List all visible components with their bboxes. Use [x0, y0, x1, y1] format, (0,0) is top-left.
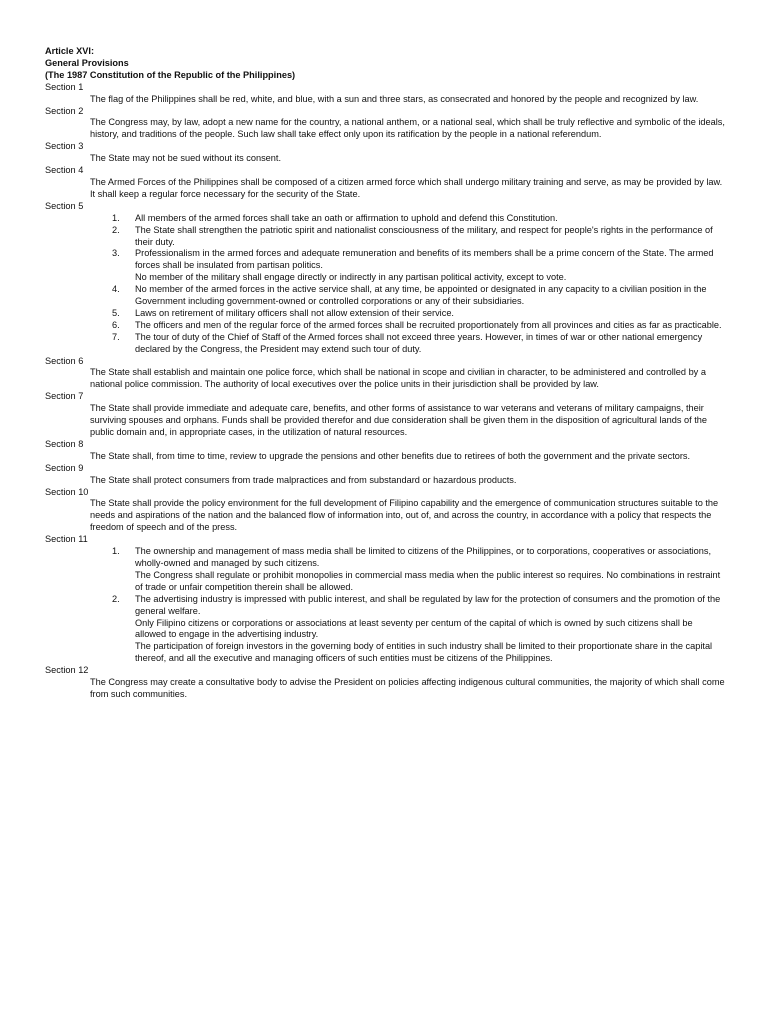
item-number: 1.: [112, 546, 120, 557]
item-text: All members of the armed forces shall take an oath or affirmation to uphold and defend this Constitution.: [135, 212, 558, 223]
item-text: The ownership and management of mass media shall be limited to citizens of the Philippines, or to corporations, cooperatives or associations, wholly-owned and managed by such citizens.: [135, 546, 712, 568]
list-item: [90, 213, 725, 225]
item-number: 1.: [112, 212, 120, 223]
item-text: No member of the armed forces in the active service shall, at any time, be appointed or designated in any capacity to a civilian position in the Government including government-owned or controlled corporations or any of their subsidiaries.: [135, 284, 707, 307]
numbered-list: [45, 213, 725, 356]
section-text: The State shall, from time to time, review to upgrade the pensions and other benefits due to retirees of both the government and the private sectors.: [90, 450, 691, 461]
document-page: [45, 46, 725, 701]
item-text: No member of the military shall engage directly or indirectly in any partisan political activity, except to vote.: [135, 272, 567, 283]
item-text: The participation of foreign investors in the governing body of entities in such industry shall be limited to their proportionate share in the capital thereof, and all the executive and managing officers of such entities must be citizens of the Philippines.: [135, 641, 713, 664]
item-text: The advertising industry is impressed with public interest, and shall be regulated by law for the protection of consumers and the promotion of the general welfare.: [135, 593, 721, 616]
item-number: 7.: [112, 331, 120, 342]
section-text: The State shall provide the policy environment for the full development of Filipino capability and the emergence of communication structures suitable to the needs and aspirations of the nation and the balanced flow of information into, out of, and across the country, in accordance with a policy that respects the freedom of speech and of the press.: [90, 498, 719, 533]
item-text: The tour of duty of the Chief of Staff of the Armed forces shall not exceed three years. However, in times of war or other national emergency declared by the Congress, the President may extend such tour of duty.: [135, 331, 703, 354]
section-heading: Section 12: [45, 665, 89, 676]
item-text: Only Filipino citizens or corporations or associations at least seventy per centum of the capital of which is owned by such citizens shall be allowed to engage in the advertising industry.: [135, 617, 693, 640]
section-text: The State shall protect consumers from trade malpractices and from substandard or hazardous products.: [90, 474, 517, 485]
list-item: [90, 320, 725, 332]
list-item: [90, 284, 725, 308]
section-heading: Section 2: [45, 105, 84, 116]
item-text: Professionalism in the armed forces and adequate remuneration and benefits of its members shall be a prime concern of the State. The armed forces shall be insulated from partisan politics.: [135, 248, 714, 271]
list-item: [90, 546, 725, 594]
item-number: 6.: [112, 319, 120, 330]
item-text: The Congress shall regulate or prohibit monopolies in commercial mass media when the public interest so requires. No combinations in restraint of trade or unfair competition therein shall be allowed.: [135, 569, 721, 592]
section-text: The State may not be sued without its consent.: [90, 153, 282, 164]
section-heading: Section 9: [45, 462, 84, 473]
section-heading: Section 7: [45, 391, 84, 402]
item-text: Laws on retirement of military officers shall not allow extension of their service.: [135, 307, 454, 318]
list-item: [90, 594, 725, 665]
section-text: The State shall establish and maintain one police force, which shall be national in scope and civilian in character, to be administered and controlled by a national police commission. The authority of local executives over the police units in their jurisdiction shall be provided by law.: [90, 367, 706, 390]
list-item: [90, 225, 725, 249]
item-number: 2.: [112, 224, 120, 235]
section-heading: Section 1: [45, 81, 84, 92]
article-title: Article XVI:: [45, 46, 95, 56]
item-number: 3.: [112, 248, 120, 259]
section-text: The flag of the Philippines shall be red, white, and blue, with a sun and three stars, as consecrated and honored by the people and recognized by law.: [90, 93, 699, 104]
section-heading: Section 5: [45, 200, 84, 211]
article-subtitle: General Provisions: [45, 57, 129, 68]
item-text: The officers and men of the regular force of the armed forces shall be recruited proportionately from all provinces and cities as far as practicable.: [135, 319, 722, 330]
list-item: [90, 248, 725, 284]
numbered-list: [45, 546, 725, 665]
section-heading: Section 8: [45, 438, 84, 449]
section-text: The Congress may create a consultative body to advise the President on policies affecting indigenous cultural communities, the majority of which shall come from such communities.: [90, 677, 725, 699]
section-heading: Section 11: [45, 534, 88, 545]
section-text: The State shall provide immediate and adequate care, benefits, and other forms of assistance to war veterans and veterans of military campaigns, their surviving spouses and orphans. Funds shall be provided therefor and due consideration shall be given them in the disposition of agricultural lands of the public domain and, in appropriate cases, in the utilization of natural resources.: [90, 403, 707, 437]
section-heading: Section 3: [45, 141, 84, 152]
section-heading: Section 4: [45, 165, 84, 176]
item-number: 5.: [112, 307, 120, 318]
list-item: [90, 308, 725, 320]
section-heading: Section 10: [45, 486, 89, 497]
item-number: 4.: [112, 284, 120, 295]
item-text: The State shall strengthen the patriotic spirit and nationalist consciousness of the military, and respect for people's rights in the performance of their duty.: [135, 224, 713, 247]
article-source: (The 1987 Constitution of the Republic of the Philippines): [45, 69, 296, 80]
section-heading: Section 6: [45, 355, 84, 366]
section-text: The Armed Forces of the Philippines shall be composed of a citizen armed force which shall undergo military training and serve, as may be provided by law. It shall keep a regular force necessary for the security of the State.: [90, 176, 723, 199]
section-text: The Congress may, by law, adopt a new name for the country, a national anthem, or a national seal, which shall be truly reflective and symbolic of the ideals, history, and traditions of the people. Such law shall take effect only upon its ratification by the people in a national referendum.: [90, 117, 725, 140]
item-number: 2.: [112, 593, 120, 604]
list-item: [90, 332, 725, 356]
